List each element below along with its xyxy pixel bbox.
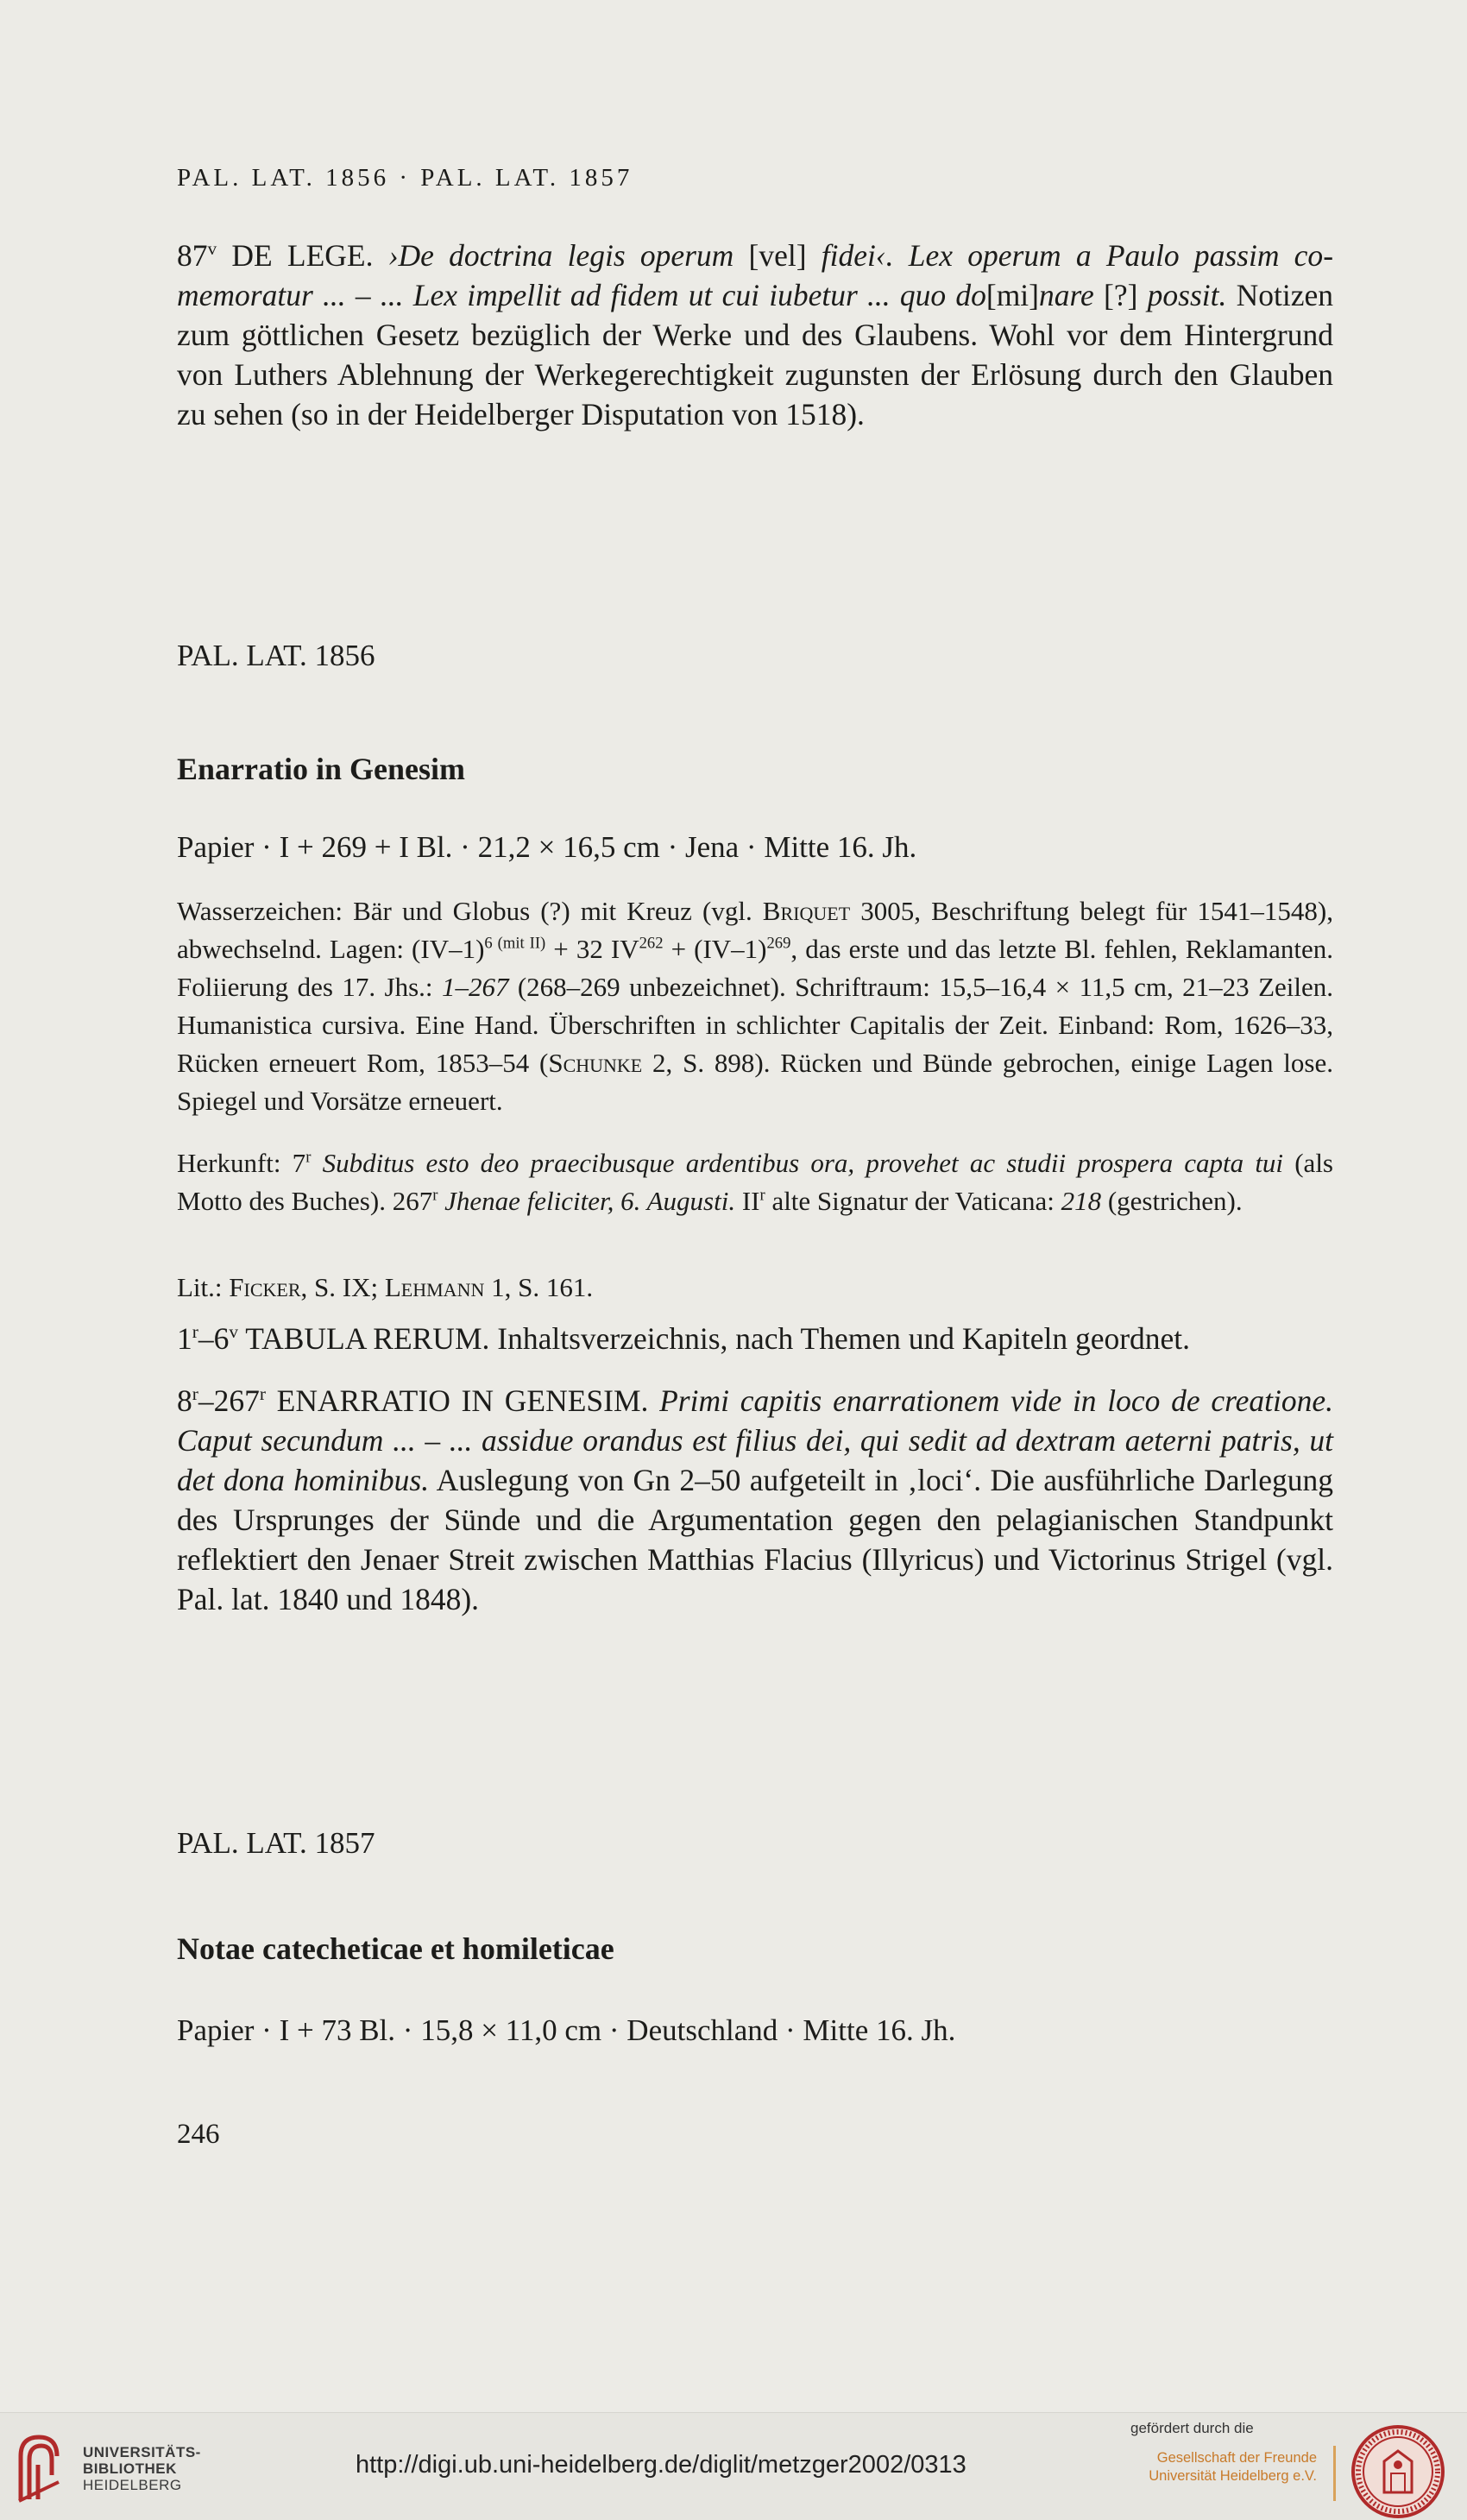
entry-enarratio: 8$^r$–267$^r$ ENARRATIO IN GENESIM. Primi capitis enarrationem vide in loco de creatione. Caput secundum ... – ... assidue orandus est filius dei, qui sedit ad dextram aeterni patris, ut det dona hominibus. Auslegung von Gn 2–50 aufgeteilt in ‚loci‘. Die ausführliche Darlegung des Ursprunges der Sünde und die Argumentation gegen den pelagianischen Standpunkt reflektiert den Jenaer Streit zwischen Matthias Flacius (Illyricus) und Victorinus Strigel (vgl. Pal. lat. 1840 und 1848). (177, 1383, 1333, 1616)
university-seal-icon (1350, 2423, 1446, 2520)
viewer-footer (0, 2412, 1467, 2520)
physical-description-1857: Papier · I + 73 Bl. · 15,8 × 11,0 cm · Deutschland · Mitte 16. Jh. (177, 2013, 956, 2047)
shelfmark-1856: PAL. LAT. 1856 (177, 639, 375, 672)
footer-divider (1333, 2446, 1336, 2501)
literature-paragraph: Lit.: Ficker, S. IX; Lehmann 1, S. 161. (177, 1272, 594, 1302)
running-header: PAL. LAT. 1856 · PAL. LAT. 1857 (177, 164, 633, 192)
title-1856: Enarratio in Genesim (177, 752, 465, 786)
entry-tabula-rerum: 1$^r$–6$^v$ TABULA RERUM. Inhaltsverzeichnis, nach Themen und Kapiteln geordnet. (177, 1321, 1191, 1356)
watermark-paragraph: Wasserzeichen: Bär und Globus (?) mit Kreuz (vgl. Briquet 3005, Beschriftung belegt für 1541–1548), abwechselnd. Lagen: $(IV-1)^{6 (mit II)} + 32$ $IV^{262} + (IV-1)^{269}$, das erste und das letzte Bl. fehlen, Reklamanten. Foliierung des 17. Jhs.: 1–267 (268–269 unbezeichnet). Schriftraum: 15,5–16,4 × 11,5 cm, 21–23 Zeilen. Humanistica cursiva. Eine Hand. Überschriften in schlichter Capitalis der Zeit. Einband: Rom, 1626–33, Rücken erneuert Rom, 1853–54 (Schunke 2, S. 898). Rücken und Bünde gebrochen, einige Lagen lose. Spiegel und Vorsätze erneuert. (177, 896, 1334, 1116)
university-library-logo-icon (16, 2430, 62, 2504)
entry-87v: 87$^v$ DE LEGE. ›De doctrina legis operum [vel] fidei‹. Lex operum a Paulo passim comemoratur ... – ... Lex impellit ad fidem ut cui iubetur ... quo do[mi]nare [?] possit. Notizen zum göttlichen Gesetz bezüglich der Werke und des Glaubens. Wohl vor dem Hintergrund von Luthers Ablehnung der Werkegerechtigkeit zugunsten der Erlösung durch den Glauben zu sehen (so in der Heidelberger Disputation von 1518). (177, 238, 1334, 432)
society-name: Gesellschaft der Freunde Universität Heidelberg e.V. (1149, 2450, 1317, 2484)
provenance-paragraph: Herkunft: 7$^r$ Subditus esto deo praecibusque ardentibus ora, provehet ac studii prospera capta tui (als Motto des Buches). 267$^r$ Jhenae feliciter, 6. Augusti. $II^r$ alte Signatur der Vaticana: 218 (gestrichen). (177, 1148, 1333, 1216)
university-library-name: UNIVERSITÄTS- BIBLIOTHEK HEIDELBERG (83, 2444, 201, 2493)
permalink-url[interactable]: http://digi.ub.uni-heidelberg.de/diglit/metzger2002/0313 (356, 2451, 966, 2479)
physical-description-1856: Papier · I + 269 + I Bl. · 21,2 × 16,5 cm · Jena · Mitte 16. Jh. (177, 830, 917, 864)
shelfmark-1857: PAL. LAT. 1857 (177, 1826, 375, 1860)
funded-by-label: gefördert durch die (1130, 2420, 1254, 2436)
page-number: 246 (177, 2119, 220, 2150)
title-1857: Notae catecheticae et homileticae (177, 1931, 614, 1966)
